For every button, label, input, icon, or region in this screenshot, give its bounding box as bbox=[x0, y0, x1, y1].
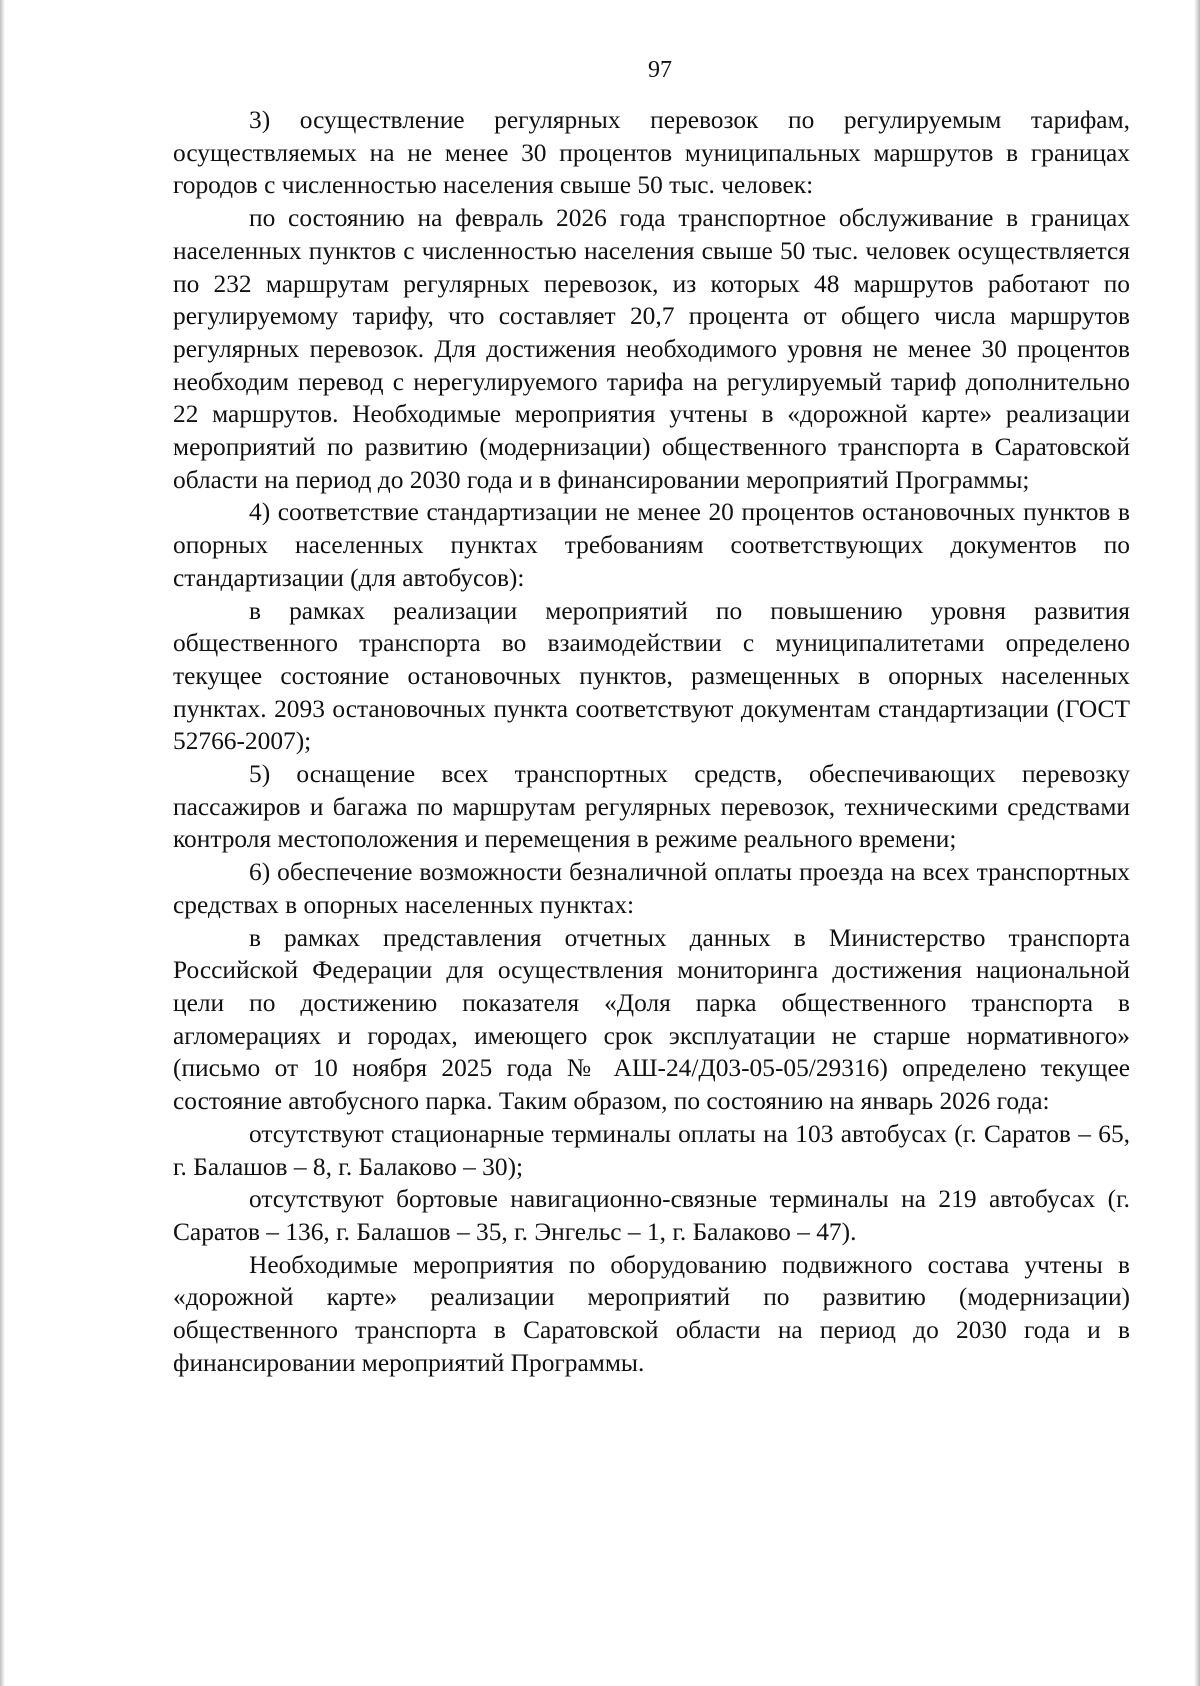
paragraph-item-3: 3) осуществление регулярных перевозок по регулируемым тарифам, осуществляемых на не менее 30 процентов муниципальных маршрутов в границах городов с численностью населения свыше 50 тыс. человек: bbox=[173, 106, 1130, 200]
paragraph-stops-status: в рамках реализации мероприятий по повышению уровня развития общественного транспорта во взаимодействии с муниципалитетами определено текущее состояние остановочных пунктов, размещенных в опорных населенных пунктах. 2093 остановочных пункта соответствуют документам стандартизации (ГОСТ 52766-2007); bbox=[173, 596, 1130, 756]
page-number: 97 bbox=[648, 57, 672, 83]
paragraph-item-4: 4) соответствие стандартизации не менее 20 процентов остановочных пунктов в опорных населенных пунктах требованиям соответствующих документов по стандартизации (для автобусов): bbox=[173, 498, 1130, 592]
paragraph-routes-status: по состоянию на февраль 2026 года транспортное обслуживание в границах населенных пунктов с численностью населения свыше 50 тыс. человек осуществляется по 232 маршрутам регулярных перевозок, из которых 48 маршрутов работают по регулируемому тарифу, что составляет 20,7 процента от общего числа маршрутов регулярных перевозок. Для достижения необходимого уровня не менее 30 процентов необходим перевод с нерегулируемого тарифа на регулируемый тариф дополнительно 22 маршрутов. Необходимые мероприятия учтены в «дорожной карте» реализации мероприятий по развитию (модернизации) общественного транспорта в Саратовской области на период до 2030 года и в финансировании мероприятий Программы; bbox=[173, 204, 1130, 494]
paragraph-reporting-data: в рамках представления отчетных данных в Министерство транспорта Российской Федерации для осуществления мониторинга достижения национальной цели по достижению показателя «Доля парка общественного транспорта в агломерациях и городах, имеющего срок эксплуатации не старше нормативного» (письмо от 10 ноября 2025 года № АШ-24/Д03-05-05/29316) определено текущее состояние автобусного парка. Таким образом, по состоянию на январь 2026 года: bbox=[173, 923, 1130, 1116]
paragraph-conclusion: Необходимые мероприятия по оборудованию подвижного состава учтены в «дорожной карте» реализации мероприятий по развитию (модернизации) общественного транспорта в Саратовской области на период до 2030 года и в финансировании мероприятий Программы. bbox=[173, 1250, 1130, 1377]
paragraph-item-5: 5) оснащение всех транспортных средств, обеспечивающих перевозку пассажиров и багажа по маршрутам регулярных перевозок, техническими средствами контроля местоположения и перемещения в режиме реального времени; bbox=[173, 760, 1130, 854]
scan-edge-left bbox=[0, 0, 5, 1686]
scan-edge-right bbox=[1194, 0, 1200, 1686]
paragraph-payment-terminals: отсутствуют стационарные терминалы оплаты на 103 автобусах (г. Саратов – 65, г. Балашов – 8, г. Балаково – 30); bbox=[173, 1119, 1130, 1181]
paragraph-item-6: 6) обеспечение возможности безналичной оплаты проезда на всех транспортных средствах в опорных населенных пунктах: bbox=[173, 858, 1130, 919]
document-body bbox=[173, 104, 1130, 1379]
paragraph-navigation-terminals: отсутствуют бортовые навигационно-связные терминалы на 219 автобусах (г. Саратов – 136, г. Балашов – 35, г. Энгельс – 1, г. Балаково – 47). bbox=[173, 1185, 1130, 1246]
